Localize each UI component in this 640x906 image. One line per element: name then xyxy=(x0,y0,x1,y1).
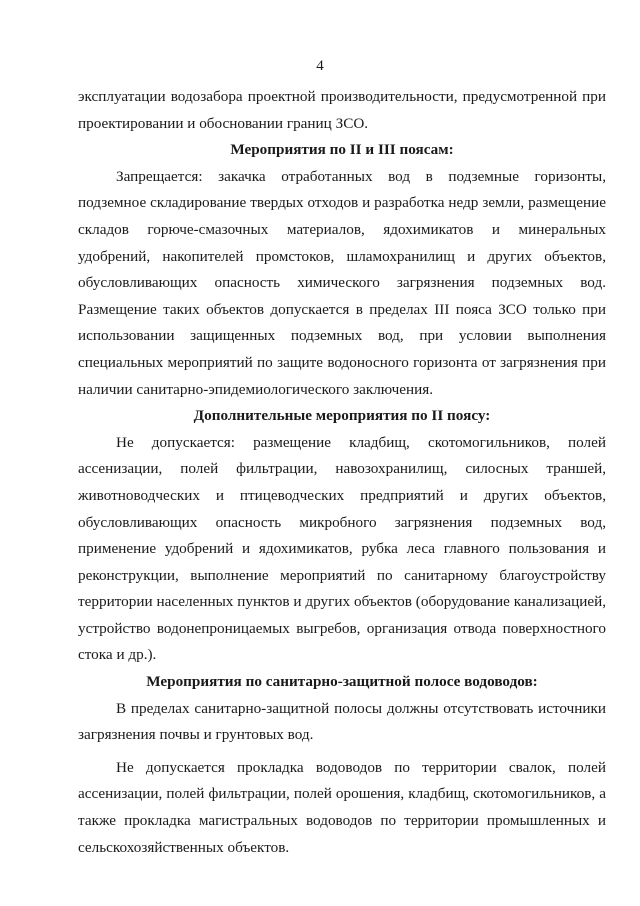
zones-2-3-paragraph: Запрещается: закачка отработанных вод в подземные горизонты, подземное складирование твердых отходов и разработка недр земли, размещение складов горюче-смазочных материалов, ядохимикатов и минеральных удобрений, накопителей промстоков, шламохранилищ и других объектов, обусловливающих опасность химического загрязнения подземных вод. Размещение таких объектов допускается в пределах III пояса ЗСО только при использовании защищенных подземных вод, при условии выполнения специальных мероприятий по защите водоносного горизонта от загрязнения при наличии санитарно-эпидемиологического заключения. xyxy=(78,167,606,398)
heading-zone-2-extra: Дополнительные мероприятия по II поясу: xyxy=(193,407,491,425)
page-number: 4 xyxy=(316,58,324,74)
heading-zones-2-3: Мероприятия по II и III поясам: xyxy=(230,141,454,159)
zone-2-extra-paragraph: Не допускается: размещение кладбищ, скотомогильников, полей ассенизации, полей фильтрации, навозохранилищ, силосных траншей, животноводческих и птицеводческих предприятий и других объектов, обусловливающих опасность микробного загрязнения подземных вод, применение удобрений и ядохимикатов, рубка леса главного пользования и реконструкции, выполнение мероприятий по санитарному благоустройству территории населенных пунктов и других объектов (оборудование канализацией, устройство водонепроницаемых выгребов, организация отвода поверхностного стока и др.). xyxy=(78,433,606,664)
document-body xyxy=(78,84,606,861)
pipeline-strip-paragraph-1: В пределах санитарно-защитной полосы должны отсутствовать источники загрязнения почвы и грунтовых вод. xyxy=(78,699,606,744)
pipeline-strip-paragraph-2: Не допускается прокладка водоводов по территории свалок, полей ассенизации, полей фильтрации, полей орошения, кладбищ, скотомогильников, а также прокладка магистральных водоводов по территории промышленных и сельскохозяйственных объектов. xyxy=(78,758,606,856)
intro-paragraph: эксплуатации водозабора проектной производительности, предусмотренной при проектировании и обосновании границ ЗСО. xyxy=(78,88,606,132)
heading-pipeline-strip: Мероприятия по санитарно-защитной полосе водоводов: xyxy=(146,673,538,691)
